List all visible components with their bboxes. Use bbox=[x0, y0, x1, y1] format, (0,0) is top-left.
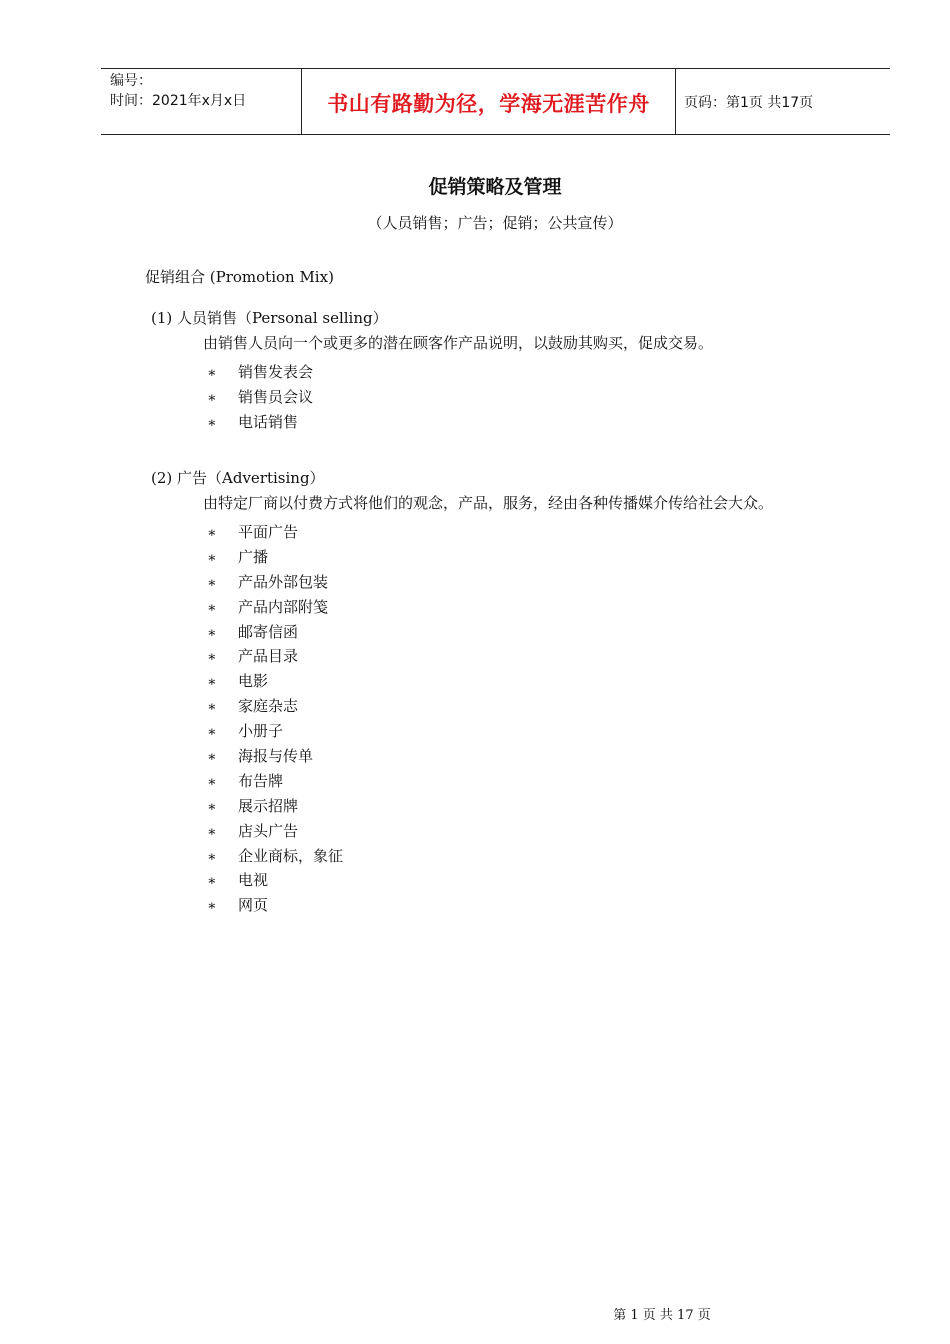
list-item-text: 电话销售 bbox=[238, 412, 299, 431]
header-divider bbox=[675, 69, 676, 135]
page-header bbox=[101, 68, 890, 135]
asterisk-icon: ∗ bbox=[207, 749, 217, 766]
list-item bbox=[207, 644, 343, 669]
list-item bbox=[207, 410, 313, 435]
asterisk-icon: ∗ bbox=[207, 848, 217, 865]
list-item-text: 海报与传单 bbox=[238, 747, 314, 766]
list-item-text: 电视 bbox=[238, 871, 269, 890]
list-item-text: 展示招牌 bbox=[238, 796, 299, 815]
asterisk-icon: ∗ bbox=[207, 549, 217, 566]
list-item bbox=[207, 520, 343, 545]
asterisk-icon: ∗ bbox=[207, 624, 217, 641]
document-title: 促销策略及管理 bbox=[428, 176, 562, 198]
asterisk-icon: ∗ bbox=[207, 699, 217, 716]
asterisk-icon: ∗ bbox=[207, 649, 217, 666]
asterisk-icon: ∗ bbox=[207, 898, 217, 915]
list-item bbox=[207, 669, 343, 694]
list-item bbox=[207, 360, 313, 385]
list-item bbox=[207, 570, 343, 595]
serial-number-label: 编号： bbox=[110, 73, 152, 89]
header-page-number: 页码：第1页 共17页 bbox=[684, 95, 814, 111]
asterisk-icon: ∗ bbox=[207, 414, 217, 431]
list-item-text: 企业商标，象征 bbox=[238, 846, 344, 865]
asterisk-icon: ∗ bbox=[207, 674, 217, 691]
list-item-text: 邮寄信函 bbox=[238, 622, 299, 641]
list-item-text: 家庭杂志 bbox=[238, 697, 299, 716]
list-item bbox=[207, 545, 343, 570]
list-item-text: 产品外部包装 bbox=[238, 572, 329, 591]
list-item-text: 网页 bbox=[238, 896, 269, 915]
item-description: 由销售人员向一个或更多的潜在顾客作产品说明，以鼓励其购买，促成交易。 bbox=[203, 334, 714, 352]
time-label: 时间：2021年x月x日 bbox=[110, 93, 247, 109]
item-heading-advertising: (2) 广告（Advertising） bbox=[151, 469, 325, 487]
section-heading: 促销组合 (Promotion Mix) bbox=[145, 268, 334, 286]
list-item bbox=[207, 893, 343, 918]
asterisk-icon: ∗ bbox=[207, 525, 217, 541]
asterisk-icon: ∗ bbox=[207, 773, 217, 790]
list-item bbox=[207, 769, 343, 794]
list-item-text: 平面广告 bbox=[238, 523, 299, 541]
list-item-text: 电影 bbox=[238, 672, 269, 691]
asterisk-icon: ∗ bbox=[207, 574, 217, 591]
list-item-text: 产品内部附笺 bbox=[238, 597, 329, 616]
bullet-list-advertising bbox=[207, 520, 343, 918]
list-item bbox=[207, 868, 343, 893]
page-footer: 第 1 页 共 17 页 bbox=[613, 1308, 711, 1323]
item-description: 由特定厂商以付费方式将他们的观念，产品，服务，经由各种传播媒介传给社会大众。 bbox=[203, 494, 774, 512]
list-item bbox=[207, 620, 343, 645]
asterisk-icon: ∗ bbox=[207, 823, 217, 840]
list-item bbox=[207, 844, 343, 869]
list-item bbox=[207, 794, 343, 819]
asterisk-icon: ∗ bbox=[207, 873, 217, 890]
list-item bbox=[207, 694, 343, 719]
document-subtitle: （人员销售；广告；促销；公共宣传） bbox=[367, 214, 623, 232]
list-item bbox=[207, 819, 343, 844]
list-item-text: 店头广告 bbox=[238, 821, 299, 840]
asterisk-icon: ∗ bbox=[207, 389, 217, 406]
header-meta bbox=[110, 71, 246, 111]
item-heading-personal-selling: (1) 人员销售（Personal selling） bbox=[151, 309, 388, 327]
asterisk-icon: ∗ bbox=[207, 798, 217, 815]
list-item bbox=[207, 595, 343, 620]
header-motto: 书山有路勤为径，学海无涯苦作舟 bbox=[327, 92, 650, 116]
list-item bbox=[207, 719, 343, 744]
bullet-list-personal-selling bbox=[207, 360, 313, 435]
list-item-text: 销售员会议 bbox=[238, 387, 314, 406]
asterisk-icon: ∗ bbox=[207, 599, 217, 616]
list-item bbox=[207, 385, 313, 410]
list-item-text: 小册子 bbox=[238, 722, 284, 741]
list-item-text: 销售发表会 bbox=[238, 363, 314, 381]
list-item-text: 广播 bbox=[238, 547, 269, 566]
asterisk-icon: ∗ bbox=[207, 724, 217, 741]
list-item-text: 产品目录 bbox=[238, 647, 299, 666]
list-item-text: 布告牌 bbox=[238, 771, 284, 790]
list-item bbox=[207, 744, 343, 769]
asterisk-icon: ∗ bbox=[207, 365, 217, 381]
